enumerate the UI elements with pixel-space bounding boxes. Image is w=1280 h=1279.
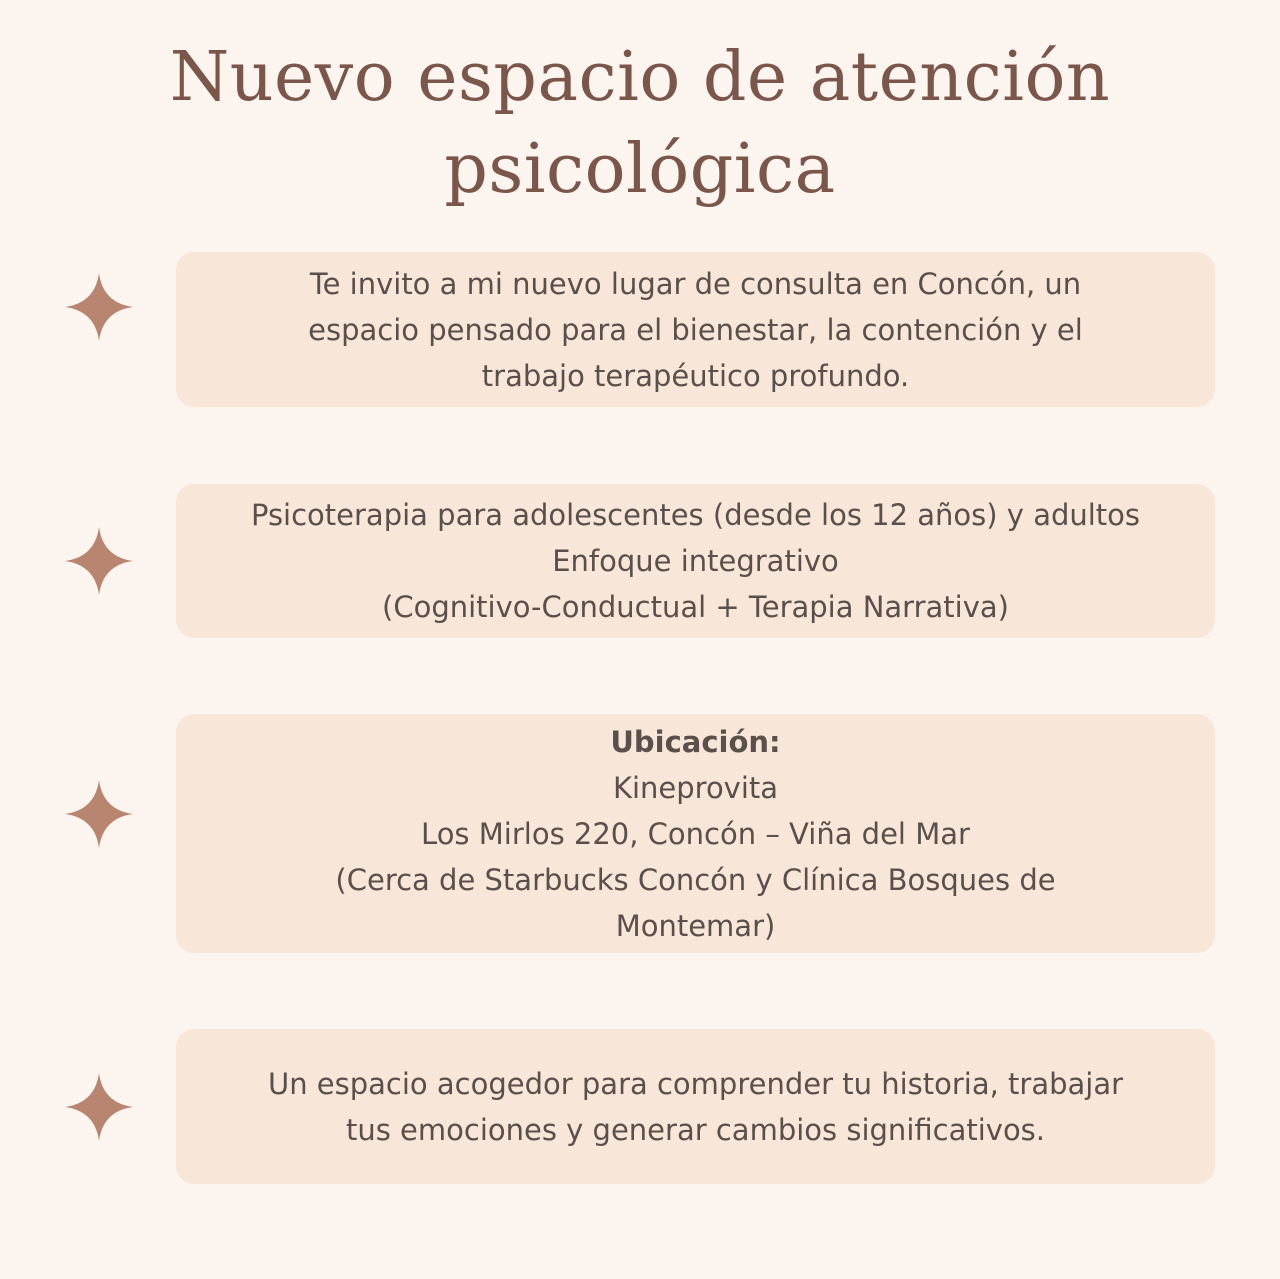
services-line-1: Psicoterapia para adolescentes (desde los 12 años) y adultos <box>250 498 1141 532</box>
services-card <box>176 484 1215 638</box>
location-line-1: Kineprovita <box>612 770 779 805</box>
intro-card <box>176 252 1215 407</box>
location-line-2: Los Mirlos 220, Concón – Viña del Mar <box>421 816 970 851</box>
intro-line-2: espacio pensado para el bienestar, la contención y el <box>308 312 1083 347</box>
sparkle-icon <box>65 780 133 848</box>
sparkle-icon <box>65 273 133 341</box>
intro-line-1: Te invito a mi nuevo lugar de consulta en Concón, un <box>309 266 1082 301</box>
page-title-line-1: Nuevo espacio de atención <box>169 38 1111 117</box>
location-line-4: Montemar) <box>615 908 776 943</box>
services-line-2: Enfoque integrativo <box>552 544 839 578</box>
services-line-3: (Cognitivo-Conductual + Terapia Narrativa) <box>382 590 1009 624</box>
location-heading: Ubicación: <box>610 724 781 759</box>
closing-line-2: tus emociones y generar cambios significativos. <box>345 1112 1046 1147</box>
page-title-line-2: psicológica <box>444 130 836 209</box>
sparkle-icon <box>65 1073 133 1141</box>
location-line-3: (Cerca de Starbucks Concón y Clínica Bosques de <box>335 862 1056 897</box>
intro-line-3: trabajo terapéutico profundo. <box>481 358 910 393</box>
closing-line-1: Un espacio acogedor para comprender tu historia, trabajar <box>267 1066 1124 1101</box>
page-title <box>0 32 1280 216</box>
closing-card <box>176 1029 1215 1184</box>
sparkle-icon <box>65 527 133 595</box>
location-card <box>176 714 1215 953</box>
